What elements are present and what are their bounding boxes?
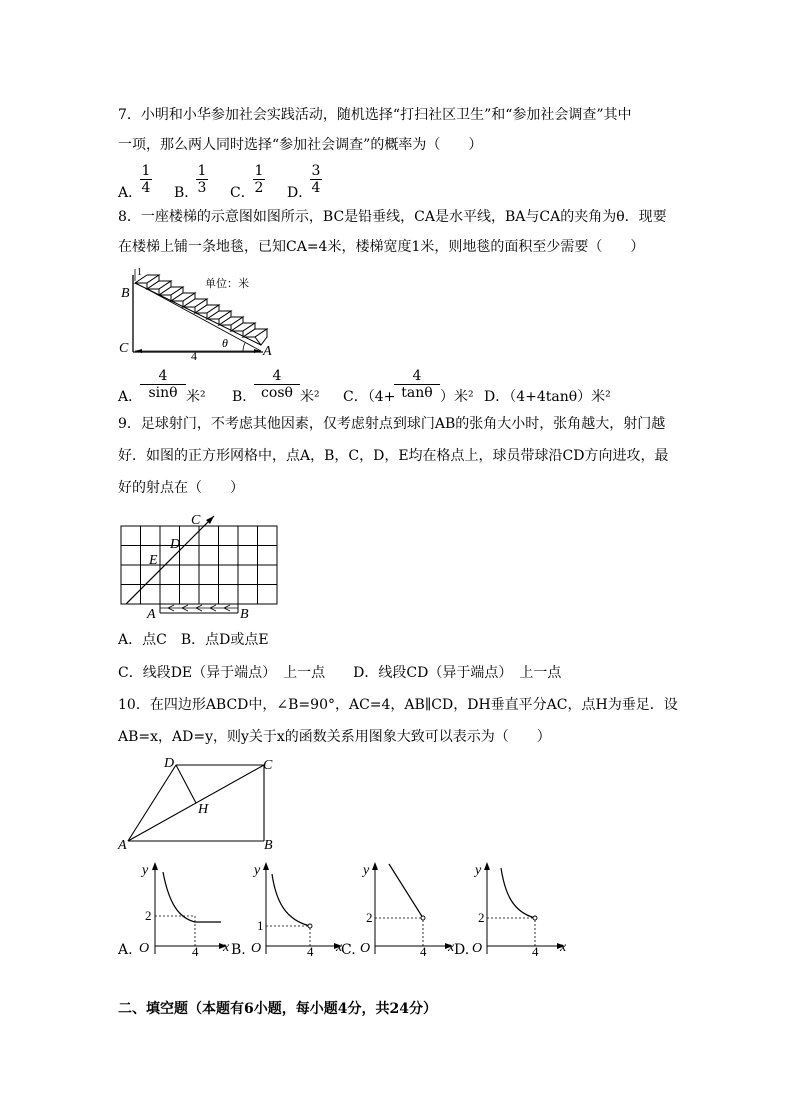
q10-graph-b-y-axis-label: y (254, 863, 261, 878)
q7-option-b-label: B． (174, 185, 199, 201)
stair-unit-label: 单位：米 (205, 278, 249, 290)
q9-stem-line2: 好．如图的正方形网格中，点A，B，C，D，E均在格点上，球员带球沿CD方向进攻，最 (118, 448, 669, 464)
q8-option-b-label: B． (232, 389, 257, 405)
grid-label-E: E (149, 553, 158, 568)
stair-label-width: 1 (137, 267, 142, 278)
q7-option-c-label: C． (230, 185, 255, 201)
q7-option-d-denominator: 4 (311, 180, 321, 196)
q10-graph-a-x-tick: 4 (192, 944, 199, 959)
stair-label-theta: θ (222, 336, 228, 350)
q10-graph-a (135, 858, 230, 958)
q7-stem-line2: 一项，那么两人同时选择“参加社会调查”的概率为（ ） (118, 137, 483, 153)
q9-options-ab[interactable]: A．点C B．点D或点E (118, 632, 269, 648)
q8-option-b-unit: 米² (300, 389, 320, 405)
q8-option-a-numerator: 4 (158, 368, 168, 384)
q7-stem-line1: 7．小明和小华参加社会实践活动，随机选择“打扫社区卫生”和“参加社会调查”其中 (118, 107, 632, 123)
q8-option-a-label: A． (118, 389, 143, 405)
q10-stem-line1: 10．在四边形ABCD中，∠B=90°，AC=4，AB∥CD，DH垂直平分AC，点H为垂足．设 (118, 697, 678, 713)
q8-option-c-denominator: tanθ (401, 385, 433, 401)
q10-graph-a-y-axis-label: y (142, 863, 149, 878)
q10-graph-b-x-tick: 4 (307, 944, 314, 959)
q10-graph-d-origin: O (472, 941, 483, 956)
q10-graph-d-x-axis-label: x (560, 940, 567, 955)
q10-graph-c-y-axis-label: y (363, 863, 370, 878)
stair-label-B: B (121, 286, 130, 301)
quadrilateral-figure (118, 755, 283, 855)
q10-graph-a-x-axis-label: x (223, 940, 230, 955)
q8-option-d[interactable]: D．（4+4tanθ）米² (484, 389, 611, 405)
q10-option-b-label: B. (231, 942, 246, 958)
q10-graph-a-origin: O (139, 941, 150, 956)
q8-option-c-label: C．（4+ (343, 389, 396, 405)
quad-label-D: D (164, 756, 175, 771)
q10-graph-b-x-axis-label: x (336, 940, 343, 955)
q10-graph-c-origin: O (360, 941, 371, 956)
q10-graph-c-x-axis-label: x (448, 940, 455, 955)
q10-option-d-label: D. (454, 942, 470, 958)
grid-label-B: B (240, 607, 249, 622)
q10-option-c-label: C. (341, 942, 356, 958)
q10-graph-d-x-tick: 4 (532, 944, 539, 959)
q10-graph-d (467, 858, 572, 958)
grid-label-A: A (147, 607, 156, 622)
q7-option-b-numerator: 1 (197, 163, 207, 179)
quad-label-B: B (264, 838, 273, 853)
q10-graph-b-origin: O (251, 941, 262, 956)
quad-label-H: H (198, 802, 209, 817)
q8-stem-line2: 在楼梯上铺一条地毯，已知CA=4米，楼梯宽度1米，则地毯的面积至少需要（ ） (118, 239, 645, 255)
quad-label-C: C (263, 758, 273, 773)
stair-label-length: 4 (191, 349, 197, 363)
grid-figure (118, 510, 283, 622)
q7-option-d-numerator: 3 (311, 163, 321, 179)
q8-option-c-unit: ）米² (440, 389, 474, 405)
grid-label-D: D (170, 537, 181, 552)
q7-option-a-numerator: 1 (141, 163, 151, 179)
q8-option-a-denominator: sinθ (148, 385, 178, 401)
q10-graph-d-y-axis-label: y (475, 863, 482, 878)
quad-label-A: A (118, 838, 127, 853)
q8-option-a-unit: 米² (186, 389, 206, 405)
q9-stem-line1: 9．足球射门，不考虑其他因素，仅考虑射点到球门AB的张角大小时，张角越大，射门越 (118, 416, 666, 432)
q10-graph-b-y-tick: 1 (257, 918, 264, 933)
q10-graph-c-x-tick: 4 (420, 944, 427, 959)
q8-stem-line1: 8．一座楼梯的示意图如图所示，BC是铅垂线，CA是水平线，BA与CA的夹角为θ．现要 (118, 209, 667, 225)
q9-stem-line3: 好的射点在（ ） (118, 480, 244, 496)
stair-label-A: A (263, 344, 272, 359)
q10-graph-c-y-tick: 2 (366, 910, 373, 925)
q7-option-a-denominator: 4 (141, 180, 151, 196)
q7-option-d-label: D． (287, 185, 313, 201)
q10-graph-c (355, 858, 460, 958)
staircase-figure (115, 265, 285, 363)
q7-option-a-label: A． (118, 185, 143, 201)
stair-label-C: C (119, 341, 129, 356)
q7-option-b-denominator: 3 (197, 180, 207, 196)
q7-option-c-numerator: 1 (254, 163, 264, 179)
q10-option-a-label: A. (118, 942, 133, 958)
q10-graph-d-y-tick: 2 (478, 910, 485, 925)
q10-stem-line2: AB=x，AD=y，则y关于x的函数关系用图象大致可以表示为（ ） (118, 729, 551, 745)
q8-option-b-numerator: 4 (272, 368, 282, 384)
q8-option-b-denominator: cosθ (261, 385, 293, 401)
q10-graph-a-y-tick: 2 (145, 908, 152, 923)
q8-option-c-numerator: 4 (412, 368, 422, 384)
q7-option-c-denominator: 2 (254, 180, 264, 196)
section-heading: 二、填空题（本题有6小题，每小题4分，共24分） (118, 1001, 437, 1017)
q10-graph-b (246, 858, 346, 958)
q9-options-cd[interactable]: C．线段DE（异于端点） 上一点 D．线段CD（异于端点） 上一点 (118, 665, 562, 681)
grid-label-C: C (191, 513, 201, 528)
